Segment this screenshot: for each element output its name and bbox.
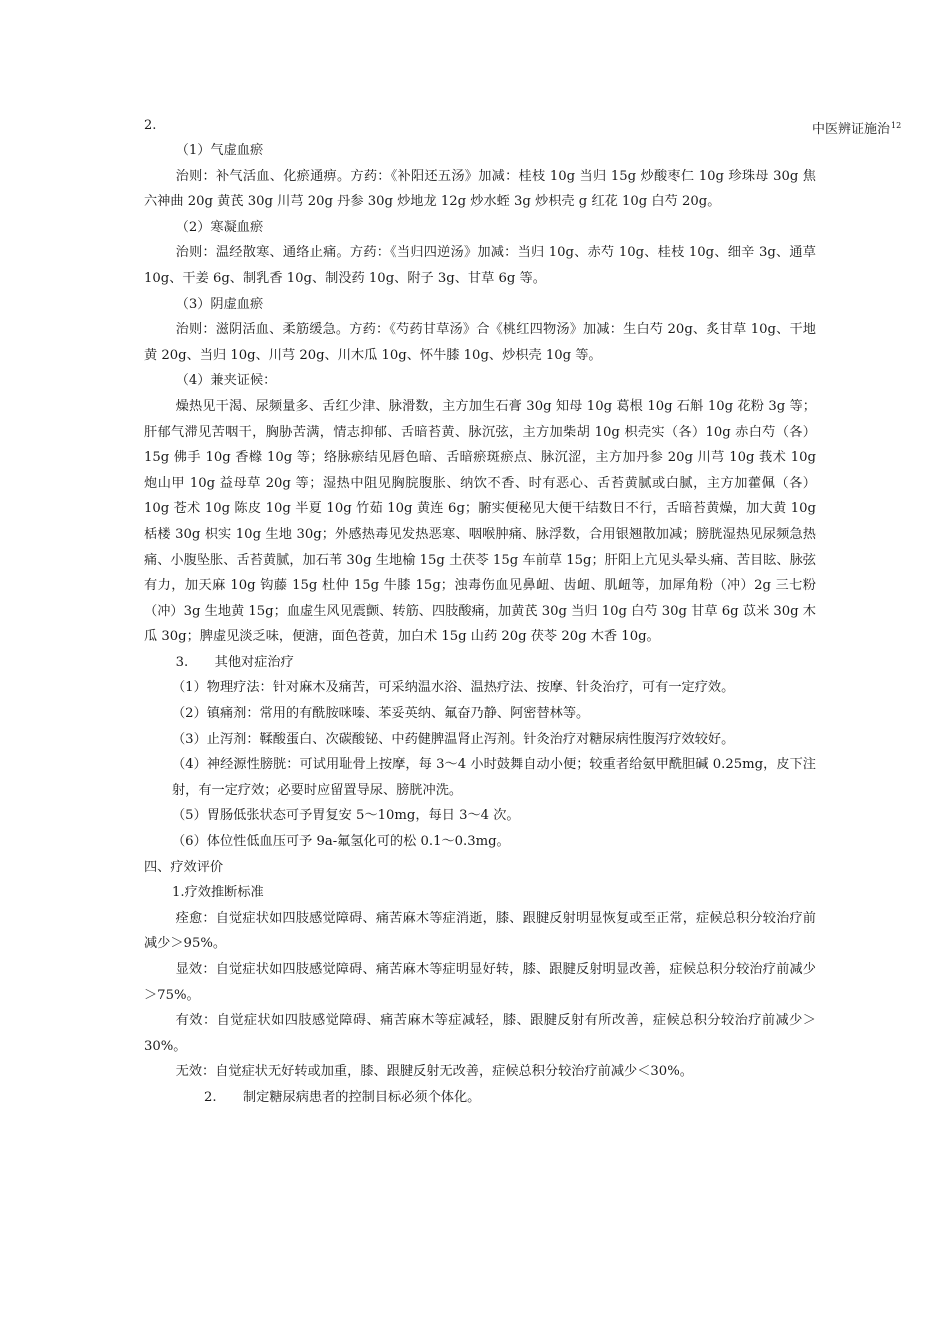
paragraph: 有效：自觉症状如四肢感觉障碍、痛苦麻木等症减轻，膝、跟腱反射有所改善，症候总积分较治疗前减少＞30%。 (144, 1013, 816, 1054)
paragraph: （3）止泻剂：鞣酸蛋白、次碳酸铋、中药健脾温肾止泻剂。针灸治疗对糖尿病性腹泻疗效较好。 (172, 731, 735, 747)
header-title (812, 118, 901, 137)
paragraph: 痊愈：自觉症状如四肢感觉障碍、痛苦麻木等症消逝，膝、跟腱反射明显恢复或至正常，症候总积分较治疗前减少＞95%。 (144, 910, 816, 952)
document-body (144, 138, 816, 1111)
paragraph: 四、疗效评价 (144, 859, 224, 875)
paragraph: （1）气虚血瘀 (175, 143, 264, 158)
paragraph: 治则：补气活血、化瘀通痹。方药：《补阳还五汤》加减：桂枝 10g 当归 15g 炒酸枣仁 10g 珍珠母 30g 焦六神曲 20g 黄芪 30g 川芎 20g 丹参 30g 炒地龙 12g 炒水蛭 3g 炒枳壳 g 红花 10g 白芍 20g。 (144, 168, 816, 210)
paragraph: （1）物理疗法：针对麻木及痛苦，可采纳温水浴、温热疗法、按摩、针灸治疗，可有一定疗效。 (172, 680, 735, 696)
paragraph: 显效：自觉症状如四肢感觉障碍、痛苦麻木等症明显好转，膝、跟腱反射明显改善，症候总积分较治疗前减少＞75%。 (144, 962, 816, 1003)
paragraph: 无效：自觉症状无好转或加重，膝、跟腱反射无改善，症候总积分较治疗前减少＜30%。 (175, 1064, 693, 1080)
paragraph: 治则：温经散寒、通络止痛。方药：《当归四逆汤》加减：当归 10g、赤芍 10g、桂枝 10g、细辛 3g、通草 10g、干姜 6g、制乳香 10g、制没药 10g、附子 3g、甘草 6g 等。 (144, 245, 816, 286)
header-title-text: 中医辨证施治 (812, 122, 891, 137)
paragraph: 3. 其他对症治疗 (175, 654, 294, 670)
paragraph: （6）体位性低血压可予 9a-氟氢化可的松 0.1～0.3mg。 (172, 834, 510, 850)
paragraph: 2. 制定糖尿病患者的控制目标必须个体化。 (204, 1089, 481, 1105)
header-superscript: 12 (891, 121, 902, 130)
paragraph: （3）阴虚血瘀 (175, 296, 264, 312)
paragraph: （2）寒凝血瘀 (175, 219, 264, 235)
paragraph: 治则：滋阴活血、柔筋缓急。方药：《芍药甘草汤》合《桃红四物汤》加减：生白芍 20g、炙甘草 10g、干地黄 20g、当归 10g、川芎 20g、川木瓜 10g、怀牛膝 10g、炒枳壳 10g 等。 (144, 322, 816, 363)
paragraph: （4）兼夹证候： (175, 373, 277, 389)
paragraph: 燥热见干渴、尿频量多、舌红少津、脉滑数，主方加生石膏 30g 知母 10g 葛根 10g 石斛 10g 花粉 3g 等；肝郁气滞见苦咽干，胸胁苦满，情志抑郁、舌暗苔黄、脉沉弦，主方加柴胡 10g 枳壳实（各）10g 赤白芍（各）15g 佛手 10g 香橼 10g 等；络脉瘀结见唇色暗、舌暗瘀斑瘀点、脉沉涩，主方加丹参 20g 川芎 10g 莪术 10g 炮山甲 10g 益母草 20g 等；湿热中阻见胸脘腹胀、纳饮不香、时有恶心、舌苔黄腻或白腻，主方加藿佩（各）10g 苍术 10g 陈皮 10g 半夏 10g 竹茹 10g 黄连 6g；腑实便秘见大便干结数日不行，舌暗苔黄燥，加大黄 10g 栝楼 30g 枳实 10g 生地 30g；外感热毒见发热恶寒、咽喉肿痛、脉浮数，合用银翘散加减；膀胱湿热见尿频急热痛、小腹坠胀、舌苔黄腻，加石苇 30g 生地榆 15g 土茯苓 15g 车前草 15g；肝阳上亢见头晕头痛、苦目眩、脉弦有力，加天麻 10g 钩藤 15g 杜仲 15g 牛膝 15g；浊毒伤血见鼻衄、齿衄、肌衄等，加犀角粉（冲）2g 三七粉（冲）3g 生地黄 15g；血虚生风见震颤、转筋、四肢酸痛，加黄芪 30g 当归 10g 白芍 30g 甘草 6g 苡米 30g 木瓜 30g；脾虚见淡乏味，便溏，面色苍黄，加白术 15g 山药 20g 茯苓 20g 木香 10g。 (144, 398, 816, 645)
paragraph: （5）胃肠低张状态可予胃复安 5～10mg，每日 3～4 次。 (172, 808, 520, 824)
paragraph: （4）神经源性膀胱：可试用耻骨上按摩，每 3～4 小时鼓舞自动小便；较重者给氨甲酰胆碱 0.25mg，皮下注射，有一定疗效；必要时应留置导尿、膀胱冲洗。 (172, 757, 816, 798)
section-number: 2. (144, 118, 157, 133)
page-header (144, 118, 950, 138)
paragraph: （2）镇痛剂：常用的有酰胺咪嗪、苯妥英纳、氟奋乃静、阿密替林等。 (172, 706, 590, 722)
paragraph: 1.疗效推断标准 (172, 885, 264, 901)
